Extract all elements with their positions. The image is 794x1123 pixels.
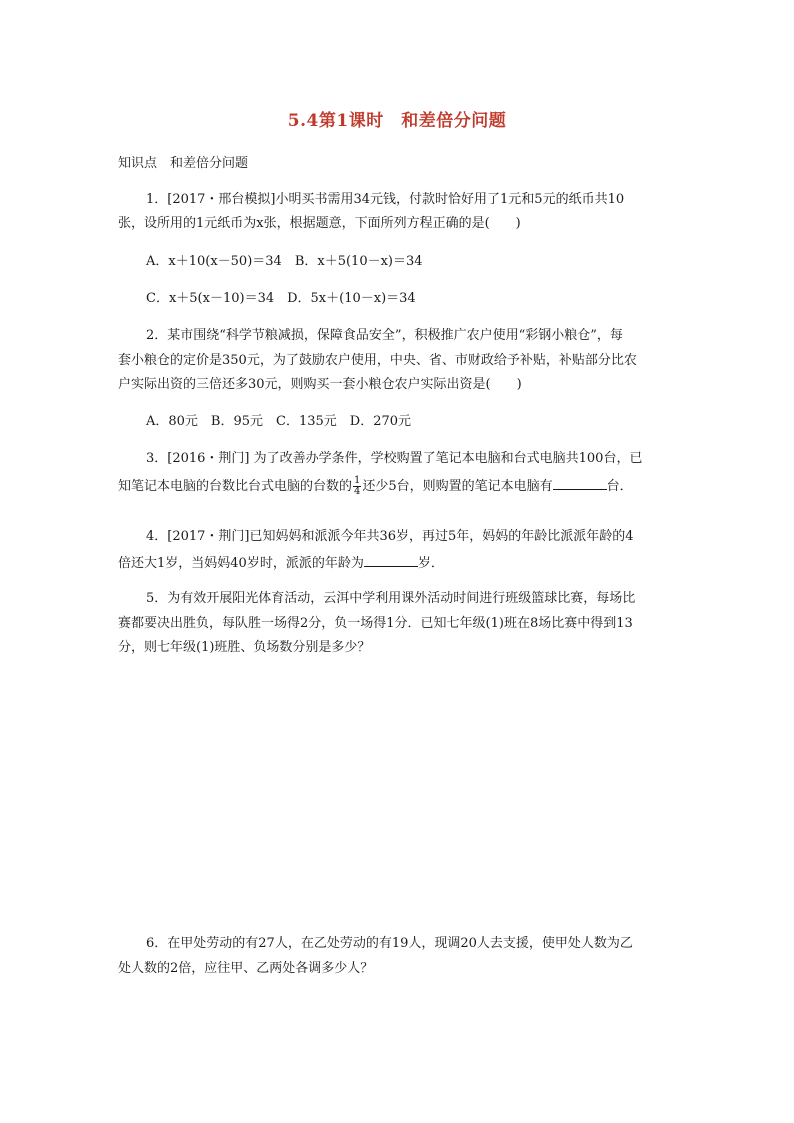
q4-line-1: 4．[2017・荆门]已知妈妈和派派今年共36岁，再过5年，妈妈的年龄比派派年龄的4	[146, 529, 634, 544]
q3-line-1: 3．[2016・荆门] 为了改善办学条件，学校购置了笔记本电脑和台式电脑共100台，已	[146, 451, 643, 466]
q3-line-2	[118, 476, 633, 497]
q5-line-1: 5．为有效开展阳光体育活动，云洱中学利用课外活动时间进行班级篮球比赛，每场比	[146, 591, 636, 606]
q6-line-2: 处人数的2倍，应往甲、乙两处各调多少人？	[118, 961, 374, 976]
q2-line-3: 户实际出资的三倍还多30元，则购买一套小粮仓农户实际出资是( )	[118, 377, 522, 392]
q4-line-2	[118, 554, 444, 572]
one-quarter-fraction	[353, 476, 361, 497]
q5-line-3: 分，则七年级(1)班胜、负场数分别是多少？	[118, 640, 371, 655]
q1-line-1: 1．[2017・邢台模拟]小明买书需用34元钱，付款时恰好用了1元和5元的纸币共10	[146, 192, 625, 207]
q2-line-1: 2．某市围绕“科学节粮减损，保障食品安全”，积极推广农户使用“彩钢小粮仓”，每	[146, 328, 623, 343]
q6-line-1: 6．在甲处劳动的有27人，在乙处劳动的有19人，现调20人去支援，使甲处人数为乙	[146, 936, 633, 951]
q4-answer-blank[interactable]	[364, 554, 418, 567]
section-label: 知识点 和差倍分问题	[118, 156, 249, 171]
q3-line-2-end: 台．	[606, 479, 633, 494]
q3-answer-blank[interactable]	[553, 477, 607, 490]
page-title: 5.4第1课时 和差倍分问题	[287, 111, 507, 131]
q5-line-2: 赛都要决出胜负，每队胜一场得2分，负一场得1分．已知七年级(1)班在8场比赛中得到13	[118, 616, 633, 631]
fraction-denominator: 4	[354, 486, 361, 497]
q3-line-2-text: 知笔记本电脑的台数比台式电脑的台数的	[118, 479, 353, 494]
q2-options: A．80元 B．95元 C．135元 D．270元	[146, 414, 412, 429]
q3-line-2-text-cont: 还少5台，则购置的笔记本电脑有	[362, 479, 553, 494]
q1-line-2: 张，设所用的1元纸币为x张，根据题意，下面所列方程正确的是( )	[118, 216, 521, 231]
q1-options-ab: A．x＋10(x－50)＝34 B．x＋5(10－x)＝34	[146, 254, 423, 269]
q2-line-2: 套小粮仓的定价是350元，为了鼓励农户使用，中央、省、市财政给予补贴，补贴部分比农	[118, 353, 637, 368]
q4-line-2-end: 岁．	[417, 556, 444, 571]
q1-options-cd: C．x＋5(x－10)＝34 D．5x＋(10－x)＝34	[146, 291, 416, 306]
fraction-numerator: 1	[354, 475, 361, 486]
q4-line-2-text: 倍还大1岁，当妈妈40岁时，派派的年龄为	[118, 556, 364, 571]
